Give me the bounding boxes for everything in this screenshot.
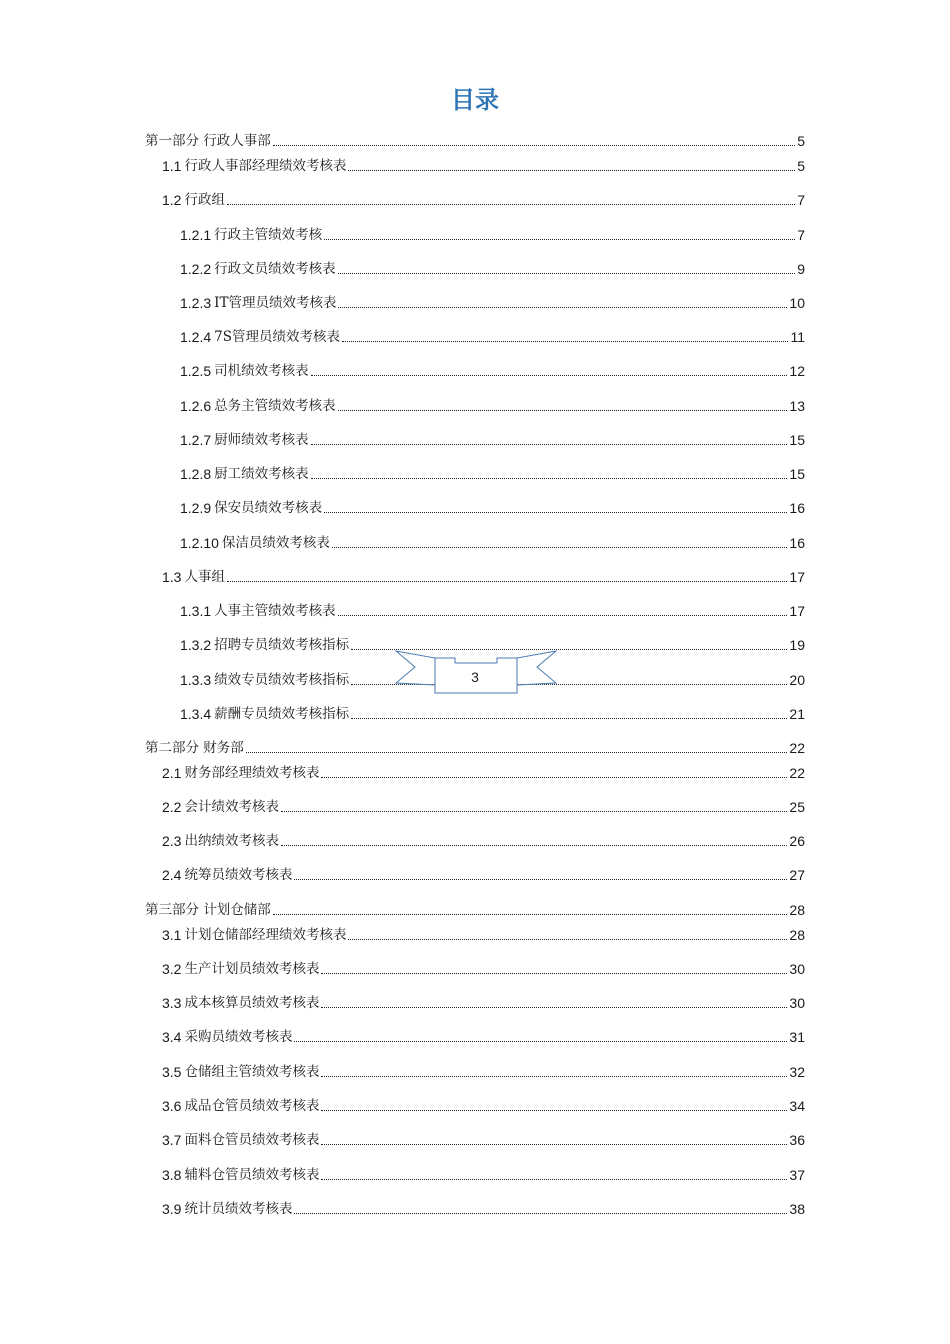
toc-entry-page: 30 xyxy=(789,995,805,1011)
toc-entry[interactable] xyxy=(162,958,805,978)
toc-entry-number: 1.1 xyxy=(162,158,182,174)
toc-entry[interactable] xyxy=(180,395,805,415)
toc-entry-label: 会计绩效考核表 xyxy=(184,799,279,815)
dot-leader xyxy=(273,145,795,146)
toc-entry-label: 生产计划员绩效考核表 xyxy=(184,961,320,977)
dot-leader xyxy=(227,581,787,582)
toc-entry-label: 采购员绩效考核表 xyxy=(184,1029,293,1045)
toc-entry-number: 1.2.5 xyxy=(180,363,212,379)
dot-leader xyxy=(294,879,787,880)
toc-entry-page: 21 xyxy=(789,706,805,722)
toc-entry[interactable] xyxy=(162,864,805,884)
toc-entry-number: 1.2.1 xyxy=(180,227,212,243)
toc-entry-number: 3.8 xyxy=(162,1167,182,1183)
toc-entry-label: 成本核算员绩效考核表 xyxy=(184,995,320,1011)
toc-entry-page: 22 xyxy=(789,765,805,781)
toc-entry-page: 28 xyxy=(789,927,805,943)
toc-entry-number: 1.2.4 xyxy=(180,329,212,345)
toc-entry[interactable] xyxy=(162,1129,805,1149)
toc-entry-page: 27 xyxy=(789,867,805,883)
toc-entry[interactable] xyxy=(162,830,805,850)
toc-entry-label: 第一部分 行政人事部 xyxy=(145,133,271,149)
toc-entry-label: 面料仓管员绩效考核表 xyxy=(184,1132,320,1148)
toc-entry-number: 1.2.2 xyxy=(180,261,212,277)
toc-entry-label: 厨工绩效考核表 xyxy=(214,466,309,482)
toc-entry-number: 3.2 xyxy=(162,961,182,977)
dot-leader xyxy=(294,1041,787,1042)
toc-entry-label: 行政主管绩效考核 xyxy=(214,227,323,243)
dot-leader xyxy=(273,914,788,915)
dot-leader xyxy=(321,973,787,974)
toc-entry-number: 3.1 xyxy=(162,927,182,943)
toc-entry-number: 1.2.9 xyxy=(180,500,212,516)
dot-leader xyxy=(338,273,796,274)
toc-entry-label: 招聘专员绩效考核指标 xyxy=(214,637,350,653)
toc-entry-page: 7 xyxy=(797,227,805,243)
dot-leader xyxy=(338,410,788,411)
toc-entry-page: 7 xyxy=(797,192,805,208)
toc-entry-number: 1.2.10 xyxy=(180,535,219,551)
toc-entry[interactable] xyxy=(180,292,805,312)
toc-entry[interactable] xyxy=(145,899,805,919)
toc-entry-number: 2.2 xyxy=(162,799,182,815)
dot-leader xyxy=(321,777,787,778)
toc-entry-label: 人事主管绩效考核表 xyxy=(214,603,336,619)
dot-leader xyxy=(311,375,788,376)
toc-entry-page: 5 xyxy=(797,158,805,174)
toc-entry-page: 15 xyxy=(789,466,805,482)
dot-leader xyxy=(311,444,788,445)
toc-entry[interactable] xyxy=(162,762,805,782)
toc-entry-label: 行政人事部经理绩效考核表 xyxy=(184,158,347,174)
toc-entry-number: 2.4 xyxy=(162,867,182,883)
dot-leader xyxy=(321,1076,787,1077)
dot-leader xyxy=(324,512,787,513)
toc-entry-page: 25 xyxy=(789,799,805,815)
toc-entry[interactable] xyxy=(180,429,805,449)
toc-entry[interactable] xyxy=(162,1061,805,1081)
toc-entry-page: 28 xyxy=(789,902,805,918)
dot-leader xyxy=(351,718,787,719)
toc-entry-label: 仓储组主管绩效考核表 xyxy=(184,1064,320,1080)
toc-entry-label: 第三部分 计划仓储部 xyxy=(145,902,271,918)
dot-leader xyxy=(294,1213,787,1214)
toc-entry-number: 1.3.2 xyxy=(180,637,212,653)
toc-entry[interactable] xyxy=(162,924,805,944)
toc-entry-page: 17 xyxy=(789,569,805,585)
toc-entry-number: 1.3.4 xyxy=(180,706,212,722)
toc-entry-label: 计划仓储部经理绩效考核表 xyxy=(184,927,347,943)
toc-entry-page: 32 xyxy=(789,1064,805,1080)
toc-entry[interactable] xyxy=(162,1026,805,1046)
toc-entry-page: 17 xyxy=(789,603,805,619)
toc-entry[interactable] xyxy=(162,189,805,209)
toc-entry-label: IT管理员绩效考核表 xyxy=(214,295,337,311)
toc-entry[interactable] xyxy=(180,360,805,380)
toc-entry-label: 司机绩效考核表 xyxy=(214,363,309,379)
toc-entry-page: 12 xyxy=(789,363,805,379)
dot-leader xyxy=(246,752,788,753)
toc-entry-number: 1.3 xyxy=(162,569,182,585)
toc-entry-page: 20 xyxy=(789,672,805,688)
toc-entry-label: 总务主管绩效考核表 xyxy=(214,398,336,414)
toc-entry-label: 出纳绩效考核表 xyxy=(184,833,279,849)
dot-leader xyxy=(321,1144,787,1145)
toc-entry-label: 统筹员绩效考核表 xyxy=(184,867,293,883)
toc-entry-page: 34 xyxy=(789,1098,805,1114)
toc-entry-number: 2.1 xyxy=(162,765,182,781)
toc-entry[interactable] xyxy=(145,737,805,757)
toc-entry-page: 37 xyxy=(789,1167,805,1183)
toc-entry-page: 9 xyxy=(797,261,805,277)
dot-leader xyxy=(324,239,795,240)
toc-entry-label: 薪酬专员绩效考核指标 xyxy=(214,706,350,722)
toc-entry-page: 36 xyxy=(789,1132,805,1148)
toc-entry[interactable] xyxy=(162,1164,805,1184)
toc-entry[interactable] xyxy=(162,155,805,175)
toc-entry[interactable] xyxy=(162,566,805,586)
toc-entry-number: 3.6 xyxy=(162,1098,182,1114)
toc-entry-label: 成品仓管员绩效考核表 xyxy=(184,1098,320,1114)
toc-entry-number: 3.7 xyxy=(162,1132,182,1148)
toc-entry-page: 38 xyxy=(789,1201,805,1217)
toc-entry-label: 人事组 xyxy=(184,569,225,585)
toc-title: 目录 xyxy=(451,86,499,114)
toc-entry-label: 行政组 xyxy=(184,192,225,208)
toc-entry-label: 行政文员绩效考核表 xyxy=(214,261,336,277)
toc-entry-number: 3.3 xyxy=(162,995,182,1011)
toc-entry-label: 第二部分 财务部 xyxy=(145,740,244,756)
toc-entry[interactable] xyxy=(162,992,805,1012)
dot-leader xyxy=(321,1110,787,1111)
toc-entry[interactable] xyxy=(180,326,805,346)
toc-entry-page: 22 xyxy=(789,740,805,756)
toc-entry[interactable] xyxy=(180,703,805,723)
toc-entry[interactable] xyxy=(180,497,805,517)
toc-entry-number: 1.2.7 xyxy=(180,432,212,448)
toc-entry-label: 财务部经理绩效考核表 xyxy=(184,765,320,781)
toc-entry-label: 辅料仓管员绩效考核表 xyxy=(184,1167,320,1183)
toc-entry-page: 19 xyxy=(789,637,805,653)
toc-entry-page: 16 xyxy=(789,535,805,551)
dot-leader xyxy=(338,307,787,308)
toc-entry-number: 3.4 xyxy=(162,1029,182,1045)
toc-entry[interactable] xyxy=(180,463,805,483)
toc-entry-page: 11 xyxy=(790,329,805,345)
toc-entry-label: 7S管理员绩效考核表 xyxy=(214,329,340,345)
toc-entry-number: 1.2 xyxy=(162,192,182,208)
dot-leader xyxy=(281,845,787,846)
toc-entry[interactable] xyxy=(162,1095,805,1115)
toc-entry-page: 31 xyxy=(789,1029,805,1045)
toc-entry-label: 绩效专员绩效考核指标 xyxy=(214,672,350,688)
dot-leader xyxy=(311,478,788,479)
toc-entry-page: 15 xyxy=(789,432,805,448)
toc-entry-page: 16 xyxy=(789,500,805,516)
toc-entry[interactable] xyxy=(145,130,805,150)
dot-leader xyxy=(342,341,788,342)
dot-leader xyxy=(281,811,787,812)
page-number: 3 xyxy=(471,669,479,685)
toc-entry[interactable] xyxy=(180,224,805,244)
dot-leader xyxy=(227,204,795,205)
toc-entry[interactable] xyxy=(162,1198,805,1218)
dot-leader xyxy=(321,1007,787,1008)
toc-entry-number: 2.3 xyxy=(162,833,182,849)
toc-entry-page: 13 xyxy=(789,398,805,414)
toc-entry-number: 1.2.8 xyxy=(180,466,212,482)
toc-entry-number: 1.2.3 xyxy=(180,295,212,311)
toc-entry-number: 3.5 xyxy=(162,1064,182,1080)
page-number-ribbon xyxy=(395,649,557,695)
toc-entry[interactable] xyxy=(180,532,805,552)
toc-entry[interactable] xyxy=(162,796,805,816)
toc-entry[interactable] xyxy=(180,258,805,278)
toc-entry-number: 1.3.1 xyxy=(180,603,212,619)
toc-entry-number: 3.9 xyxy=(162,1201,182,1217)
dot-leader xyxy=(332,547,787,548)
toc-entry-page: 30 xyxy=(789,961,805,977)
toc-entry-label: 统计员绩效考核表 xyxy=(184,1201,293,1217)
toc-entry-page: 26 xyxy=(789,833,805,849)
toc-entry-label: 厨师绩效考核表 xyxy=(214,432,309,448)
toc-entry-page: 5 xyxy=(797,133,805,149)
toc-entry[interactable] xyxy=(180,600,805,620)
toc-entry-label: 保洁员绩效考核表 xyxy=(221,535,330,551)
toc-entry-number: 1.3.3 xyxy=(180,672,212,688)
toc-entry-label: 保安员绩效考核表 xyxy=(214,500,323,516)
dot-leader xyxy=(348,170,795,171)
dot-leader xyxy=(321,1179,787,1180)
dot-leader xyxy=(348,939,787,940)
toc-entry-page: 10 xyxy=(789,295,805,311)
toc-entry-number: 1.2.6 xyxy=(180,398,212,414)
dot-leader xyxy=(338,615,788,616)
